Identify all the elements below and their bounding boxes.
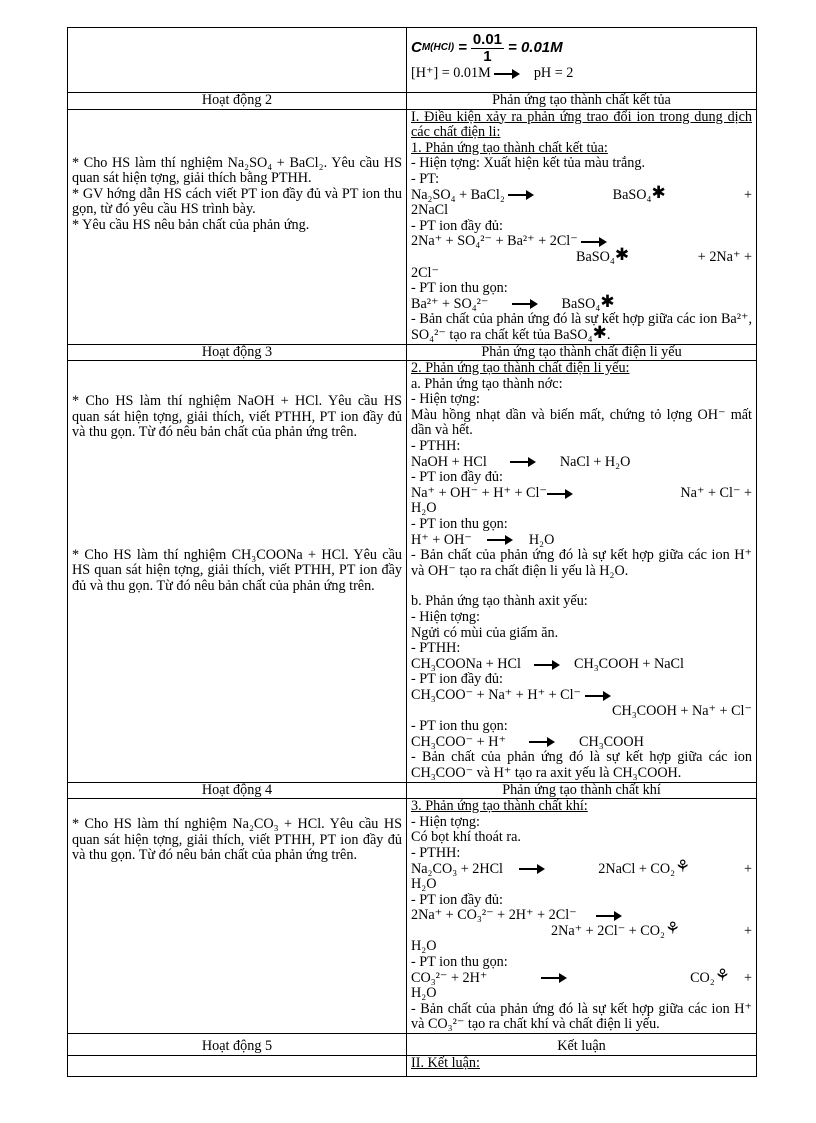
lesson-table xyxy=(67,27,757,1077)
section-1-title: I. Điều kiện xảy ra phản ứng trao đổi ion trong dung dịch các chất điện li: xyxy=(411,108,752,141)
arrow-icon xyxy=(512,299,538,309)
arrow-icon xyxy=(585,691,611,701)
arrow-icon xyxy=(487,535,513,545)
subsection-2b-title: b. Phản ứng tạo thành axit yếu: xyxy=(411,593,588,610)
activity-2-topic: Phản ứng tạo thành chất kết tủa xyxy=(407,93,757,110)
subsection-2-title: 2. Phản ứng tạo thành chất điện li yếu: xyxy=(411,360,630,377)
activity-4-title: Hoạt động 4 xyxy=(68,782,407,799)
subsection-1-title: 1. Phản ứng tạo thành chất kết tủa: xyxy=(411,139,608,156)
activity-5-title: Hoạt động 5 xyxy=(68,1034,407,1056)
activity-4-topic: Phản ứng tạo thành chất khí xyxy=(407,782,757,799)
arrow-icon xyxy=(519,864,545,874)
h-concentration: [H⁺] = 0.01M xyxy=(411,65,491,82)
activity-3-note-2: * Cho HS làm thí nghiệm CH₃COONa + HCl. Yêu cầu HS quan sát hiện tợng, giải thích, viết PTHH, PT ion đầy đủ và thu gọn. Từ đó nêu bản chất của phản ứng trên. xyxy=(72,546,402,595)
activity-4-teacher-notes xyxy=(68,799,407,1034)
gas-icon: ⚘ xyxy=(664,918,681,938)
full-ionic-label: - PT ion đầy đủ: xyxy=(411,217,503,234)
ph-line xyxy=(411,66,752,82)
ph-value: pH = 2 xyxy=(533,65,574,82)
activity-3-teacher-notes xyxy=(68,361,407,782)
arrow-icon xyxy=(534,660,560,670)
formula-result: = 0.01M xyxy=(508,39,563,57)
activity-5-row xyxy=(68,1056,757,1077)
precipitate-icon: ✱ xyxy=(614,244,630,264)
gas-icon: ⚘ xyxy=(675,856,691,876)
activity-3-row xyxy=(68,361,757,782)
gas-icon: ⚘ xyxy=(714,965,730,985)
formula-numerator: 0.01 xyxy=(472,31,503,48)
activity-3-title: Hoạt động 3 xyxy=(68,344,407,361)
precipitate-icon: ✱ xyxy=(592,322,607,342)
arrow-icon xyxy=(494,69,520,79)
nature-text: - Bản chất của phản ứng đó là sự kết hợp giữa các ion Ba²⁺, SO₄²⁻ tạo ra chất kết tủa BaSO₄✱. xyxy=(411,311,752,343)
concentration-formula: C M(HCl) = $\frac{0.01}{1}$ = 0.01M xyxy=(411,31,563,65)
equation-molecular: Na₂SO₄ + BaCl₂ BaSO₄✱ + xyxy=(411,182,752,203)
activity-4-row xyxy=(68,799,757,1034)
activity-3-note-1: * Cho HS làm thí nghiệm NaOH + HCl. Yêu cầu HS quan sát hiện tợng, giải thích, viết PTHH, PT ion đầy đủ và thu gọn. Từ đó nêu bản chất của phản ứng trên. xyxy=(72,393,402,441)
activity-2-content: I. Điều kiện xảy ra phản ứng trao đổi ion trong dung dịch các chất điện li: 1. Phản ứng tạo thành chất kết tủa: - Hiện tợng: Xuất hiện kết tủa màu trắng. - PT: Na₂SO₄ + BaCl₂ BaSO₄✱ + 2NaCl - PT ion đầy đủ: 2Na⁺ + SO₄²⁻ + Ba²⁺ + 2Cl⁻ BaSO₄✱ + 2Na⁺ + 2Cl⁻ - PT ion thu gọn: Ba²⁺ + SO₄²⁻ BaSO₄✱ - Bản chất của phản ứng đó là sự kết hợp giữa các ion Ba²⁺, SO₄²⁻ tạo ra chất kết tủa BaSO₄✱. xyxy=(407,109,757,344)
activity-3-topic: Phản ứng tạo thành chất điện li yếu xyxy=(407,344,757,361)
activity-2-header xyxy=(68,93,757,110)
section-2-title: II. Kết luận: xyxy=(411,1055,480,1072)
formula-c: C xyxy=(411,39,422,57)
subsection-2a-title: a. Phản ứng tạo thành nớc: xyxy=(411,375,563,392)
formula-fraction xyxy=(471,32,504,64)
equation-full-ionic: 2Na⁺ + SO₄²⁻ + Ba²⁺ + 2Cl⁻ xyxy=(411,234,752,250)
activity-5-header xyxy=(68,1034,757,1056)
top-right-cell xyxy=(407,28,757,93)
precipitate-icon: ✱ xyxy=(600,291,615,311)
precipitate-icon: ✱ xyxy=(651,182,666,202)
arrow-icon xyxy=(541,973,567,983)
activity-2-note-1: * Cho HS làm thí nghiệm Na₂SO₄ + BaCl₂. Yêu cầu HS quan sát hiện tợng, giải thích bằng PTHH. xyxy=(72,154,402,187)
arrow-icon xyxy=(596,911,622,921)
arrow-icon xyxy=(529,737,555,747)
activity-4-note-1: * Cho HS làm thí nghiệm Na₂CO₃ + HCl. Yêu cầu HS quan sát hiện tợng, giải thích, viết PTHH, PT ion đầy đủ và thu gọn. Từ đó nêu bản chất của phản ứng trên. xyxy=(72,816,402,864)
activity-2-row xyxy=(68,109,757,344)
activity-4-header xyxy=(68,782,757,799)
activity-2-note-2: * GV hớng dẫn HS cách viết PT ion đầy đủ và PT ion thu gọn, từ đó yêu cầu HS trình bày. xyxy=(72,185,402,218)
activity-5-topic: Kết luận xyxy=(407,1034,757,1056)
subsection-3-title: 3. Phản ứng tạo thành chất khí: xyxy=(411,798,588,815)
net-ionic-label: - PT ion thu gọn: xyxy=(411,280,508,297)
activity-2-teacher-notes xyxy=(68,109,407,344)
activity-2-title: Hoạt động 2 xyxy=(68,93,407,110)
top-left-cell xyxy=(68,28,407,93)
phenomenon-text: - Hiện tợng: Xuất hiện kết tủa màu trắng. xyxy=(411,155,646,172)
equation-net-ionic: Ba²⁺ + SO₄²⁻ BaSO₄✱ xyxy=(411,291,615,312)
activity-3-header xyxy=(68,344,757,361)
formula-denominator: 1 xyxy=(483,47,492,65)
top-row xyxy=(68,28,757,93)
activity-4-content: 3. Phản ứng tạo thành chất khí: - Hiện tợng: Có bọt khí thoát ra. - PTHH: Na₂CO₃ + 2HCl 2NaCl + CO₂⚘ + H₂O - PT ion đầy đủ: 2Na⁺ + CO₃²⁻ + 2H⁺ + 2Cl⁻ 2Na⁺ + 2Cl⁻ + CO₂⚘ + H₂O - PT ion thu gọn: CO₃²⁻ + 2H⁺ CO₂⚘ + H₂O - Bản chất của phản ứng đó là sự kết hợp giữa các ion H⁺ và CO₃²⁻ tạo ra chất khí và chất điện li yếu. xyxy=(407,799,757,1034)
arrow-icon xyxy=(581,237,607,247)
arrow-icon xyxy=(547,489,573,499)
equation-naoh-hcl: NaOH + HCl NaCl + H₂O xyxy=(411,453,631,470)
arrow-icon xyxy=(510,457,536,467)
activity-2-note-3: * Yêu cầu HS nêu bản chất của phản ứng. xyxy=(72,216,310,233)
activity-3-content: 2. Phản ứng tạo thành chất điện li yếu: a. Phản ứng tạo thành nớc: - Hiện tợng: Màu hồng nhạt dần và biến mất, chứng tỏ lợng OH⁻ mất dần và hết. - PTHH: NaOH + HCl NaCl + H₂O - PT ion đầy đủ: Na⁺ + OH⁻ + H⁺ + Cl⁻ Na⁺ + Cl⁻ + H₂O - PT ion thu gọn: H⁺ + OH⁻ H₂O - Bản chất của phản ứng đó là sự kết hợp giữa các ion H⁺ và OH⁻ tạo ra chất điện li yếu là H₂O. b. Phản ứng tạo thành axit yếu: - Hiện tợng: Ngửi có mùi của giấm ăn. - PTHH: CH₃COONa + HCl CH₃COOH + NaCl - PT ion đầy đủ: CH₃COO⁻ + Na⁺ + H⁺ + Cl⁻ CH₃COOH + Na⁺ + Cl⁻ - PT ion thu gọn: CH₃COO⁻ + H⁺ CH₃COOH - Bản chất của phản ứng đó là sự kết hợp giữa các ion CH₃COO⁻ và H⁺ tạo ra axit yếu là CH₃COOH. xyxy=(407,361,757,782)
equation-label: - PT: xyxy=(411,170,440,187)
arrow-icon xyxy=(508,190,534,200)
